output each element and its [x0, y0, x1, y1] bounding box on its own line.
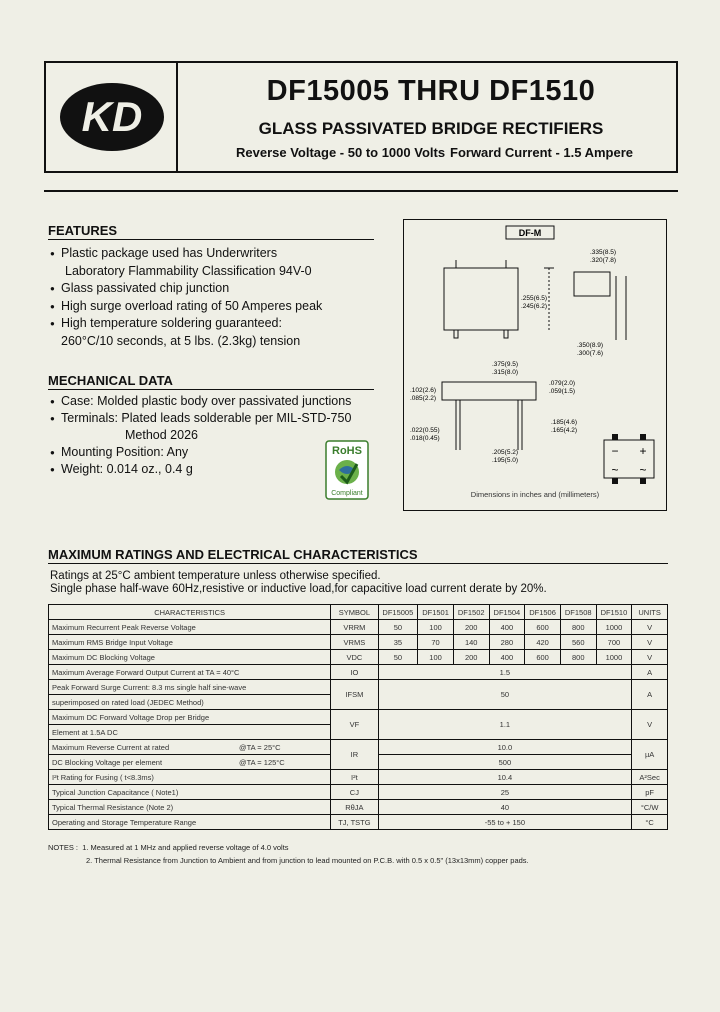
value-cell: 800 [560, 650, 596, 665]
table-row [49, 740, 668, 755]
table-header-cell: DF1501 [418, 605, 454, 620]
table-header-cell: DF1508 [560, 605, 596, 620]
symbol-cell: VDC [331, 650, 378, 665]
table-header-cell: UNITS [632, 605, 668, 620]
value-cell: 100 [418, 650, 454, 665]
value-cell: 1000 [596, 620, 632, 635]
svg-text:.375(9.5): .375(9.5) [492, 361, 519, 368]
list-item: ● Mounting Position: Any [50, 444, 380, 461]
symbol-cell: IR [331, 740, 378, 770]
page-subtitle: GLASS PASSIVATED BRIDGE RECTIFIERS [258, 119, 604, 138]
header-box [44, 61, 678, 173]
svg-text:.059(1.5): .059(1.5) [549, 388, 576, 395]
unit-cell: °C/W [632, 800, 668, 815]
symbol-cell: VRRM [331, 620, 378, 635]
char-text: Maximum Reverse Current at rated [52, 742, 170, 752]
ratings-note-2: Single phase half-wave 60Hz,resistive or inductive load,for capacitive load current derate by 20%. [50, 582, 547, 595]
table-header-cell: SYMBOL [331, 605, 378, 620]
char-cell [49, 755, 331, 770]
svg-text:~: ~ [611, 463, 619, 477]
unit-cell: A [632, 680, 668, 710]
value-cell: 200 [453, 620, 489, 635]
value-cell: 200 [453, 650, 489, 665]
value-cell: 10.0 [378, 740, 632, 755]
list-item: ● Terminals: Plated leads solderable per MIL-STD-750 [50, 410, 380, 427]
value-cell: 500 [378, 755, 632, 770]
char-cell: Operating and Storage Temperature Range [49, 815, 331, 830]
svg-text:Compliant: Compliant [331, 490, 363, 497]
svg-text:DF-M: DF-M [518, 228, 542, 238]
table-row [49, 650, 668, 665]
unit-cell: V [632, 620, 668, 635]
value-cell: 1.5 [378, 665, 632, 680]
condition-text: @TA = 25°C [239, 742, 281, 752]
unit-cell: V [632, 650, 668, 665]
table-header-cell: DF1502 [453, 605, 489, 620]
table-row [49, 620, 668, 635]
note-2: 2. Thermal Resistance from Junction to Ambient and from junction to lead mounted on P.C.B. with 0.5 x 0.5" (13x13mm) copper pads. [86, 855, 529, 865]
table-header-cell: DF1506 [525, 605, 561, 620]
table-header-cell: DF1510 [596, 605, 632, 620]
unit-cell: V [632, 710, 668, 740]
table-row [49, 785, 668, 800]
kd-logo [58, 81, 166, 153]
value-cell: 800 [560, 620, 596, 635]
unit-cell: µA [632, 740, 668, 770]
symbol-cell: RθJA [331, 800, 378, 815]
ratings-table [48, 604, 668, 830]
page-title: DF15005 THRU DF1510 [266, 75, 596, 107]
unit-cell: V [632, 635, 668, 650]
svg-text:.300(7.6): .300(7.6) [577, 350, 604, 357]
svg-text:.350(8.9): .350(8.9) [577, 342, 604, 349]
char-cell [49, 740, 331, 755]
svg-text:.165(4.2): .165(4.2) [551, 427, 578, 434]
list-item: ● High surge overload rating of 50 Amperes peak [50, 298, 380, 316]
rohs-logo [325, 440, 369, 500]
symbol-cell: IO [331, 665, 378, 680]
value-cell: 1000 [596, 650, 632, 665]
package-drawing [403, 219, 667, 511]
symbol-cell: IFSM [331, 680, 378, 710]
table-row [49, 800, 668, 815]
value-cell: 1.1 [378, 710, 632, 740]
svg-text:.320(7.8): .320(7.8) [590, 257, 617, 264]
value-cell: 600 [525, 650, 561, 665]
table-header-row [49, 605, 668, 620]
symbol-cell: VRMS [331, 635, 378, 650]
svg-text:~: ~ [639, 463, 647, 477]
value-cell: 25 [378, 785, 632, 800]
symbol-cell: I²t [331, 770, 378, 785]
char-cell: Element at 1.5A DC [49, 725, 331, 740]
notes-label: NOTES : [48, 843, 79, 852]
reverse-voltage: Reverse Voltage - 50 to 1000 Volts [236, 145, 446, 160]
svg-text:.079(2.0): .079(2.0) [549, 380, 576, 387]
value-cell: 50 [378, 650, 418, 665]
table-header-cell: DF15005 [378, 605, 418, 620]
value-cell: 140 [453, 635, 489, 650]
value-cell: 600 [525, 620, 561, 635]
list-item: ● Glass passivated chip junction [50, 280, 380, 298]
char-cell: superimposed on rated load (JEDEC Method) [49, 695, 331, 710]
table-row [49, 815, 668, 830]
svg-text:.245(6.2): .245(6.2) [521, 303, 548, 310]
char-cell: Maximum Recurrent Peak Reverse Voltage [49, 620, 331, 635]
svg-text:.335(8.5): .335(8.5) [590, 249, 617, 256]
svg-text:.255(6.5): .255(6.5) [521, 295, 548, 302]
char-cell: Typical Junction Capacitance ( Note1) [49, 785, 331, 800]
char-cell: Typical Thermal Resistance (Note 2) [49, 800, 331, 815]
list-item-cont: Laboratory Flammability Classification 94V-0 [65, 263, 312, 278]
value-cell: 560 [560, 635, 596, 650]
char-cell: Maximum RMS Bridge Input Voltage [49, 635, 331, 650]
list-item: ● High temperature soldering guaranteed: [50, 315, 380, 333]
symbol-cell: CJ [331, 785, 378, 800]
list-item: ● Plastic package used has Underwriters [50, 245, 380, 263]
value-cell: 70 [418, 635, 454, 650]
svg-text:.018(0.45): .018(0.45) [410, 435, 440, 442]
unit-cell: A [632, 665, 668, 680]
unit-cell: pF [632, 785, 668, 800]
value-cell: 400 [489, 620, 525, 635]
list-item: ● Weight: 0.014 oz., 0.4 g [50, 461, 380, 478]
value-cell: 10.4 [378, 770, 632, 785]
features-heading: FEATURES [48, 223, 374, 240]
table-row [49, 665, 668, 680]
value-cell: 400 [489, 650, 525, 665]
svg-text:.205(5.2): .205(5.2) [492, 449, 519, 456]
note-1: 1. Measured at 1 MHz and applied reverse voltage of 4.0 volts [82, 843, 289, 852]
value-cell: 280 [489, 635, 525, 650]
char-cell: I²t Rating for Fusing ( t<8.3ms) [49, 770, 331, 785]
value-cell: 40 [378, 800, 632, 815]
table-row [49, 635, 668, 650]
package-outline [404, 220, 666, 510]
table-row [49, 710, 668, 725]
table-header-cell: DF1504 [489, 605, 525, 620]
mechanical-heading: MECHANICAL DATA [48, 373, 374, 390]
header-divider [176, 63, 178, 171]
svg-text:.315(8.0): .315(8.0) [492, 369, 519, 376]
table-header-cell: CHARACTERISTICS [49, 605, 331, 620]
logo-text: KD [81, 93, 143, 140]
char-text: DC Blocking Voltage per element [52, 757, 163, 767]
char-cell: Maximum DC Blocking Voltage [49, 650, 331, 665]
ratings-notes [50, 570, 690, 595]
ratings-heading: MAXIMUM RATINGS AND ELECTRICAL CHARACTERISTICS [48, 547, 668, 564]
symbol-cell: VF [331, 710, 378, 740]
value-cell: 35 [378, 635, 418, 650]
char-cell: Maximum DC Forward Voltage Drop per Bridge [49, 710, 331, 725]
header-rule [44, 190, 678, 192]
svg-text:RoHS: RoHS [332, 445, 362, 457]
list-item-cont: Method 2026 [125, 428, 198, 442]
svg-text:.195(5.0): .195(5.0) [492, 457, 519, 464]
value-cell: 100 [418, 620, 454, 635]
table-row [49, 680, 668, 695]
list-item: ● Case: Molded plastic body over passivated junctions [50, 393, 380, 410]
value-cell: -55 to + 150 [378, 815, 632, 830]
unit-cell: °C [632, 815, 668, 830]
condition-text: @TA = 125°C [239, 757, 285, 767]
svg-text:.085(2.2): .085(2.2) [410, 395, 437, 402]
list-item-cont: 260°C/10 seconds, at 5 lbs. (2.3kg) tension [61, 333, 301, 348]
value-cell: 700 [596, 635, 632, 650]
symbol-cell: TJ, TSTG [331, 815, 378, 830]
forward-current: Forward Current - 1.5 Ampere [450, 145, 634, 160]
svg-text:.185(4.6): .185(4.6) [551, 419, 578, 426]
char-cell: Peak Forward Surge Current: 8.3 ms single half sine-wave [49, 680, 331, 695]
table-row [49, 770, 668, 785]
svg-text:.022(0.55): .022(0.55) [410, 427, 440, 434]
value-cell: 420 [525, 635, 561, 650]
value-cell: 50 [378, 620, 418, 635]
svg-text:−: − [611, 444, 619, 458]
char-cell: Maximum Average Forward Output Current at TA = 40°C [49, 665, 331, 680]
svg-text:Dimensions in inches and (mill: Dimensions in inches and (millimeters) [470, 490, 600, 499]
value-cell: 50 [378, 680, 632, 710]
ratings-note-1: Ratings at 25°C ambient temperature unless otherwise specified. [50, 570, 381, 582]
svg-text:.102(2.6): .102(2.6) [410, 387, 437, 394]
features-list [50, 245, 380, 350]
svg-text:+: + [639, 444, 647, 458]
notes [48, 842, 688, 867]
unit-cell: A²Sec [632, 770, 668, 785]
